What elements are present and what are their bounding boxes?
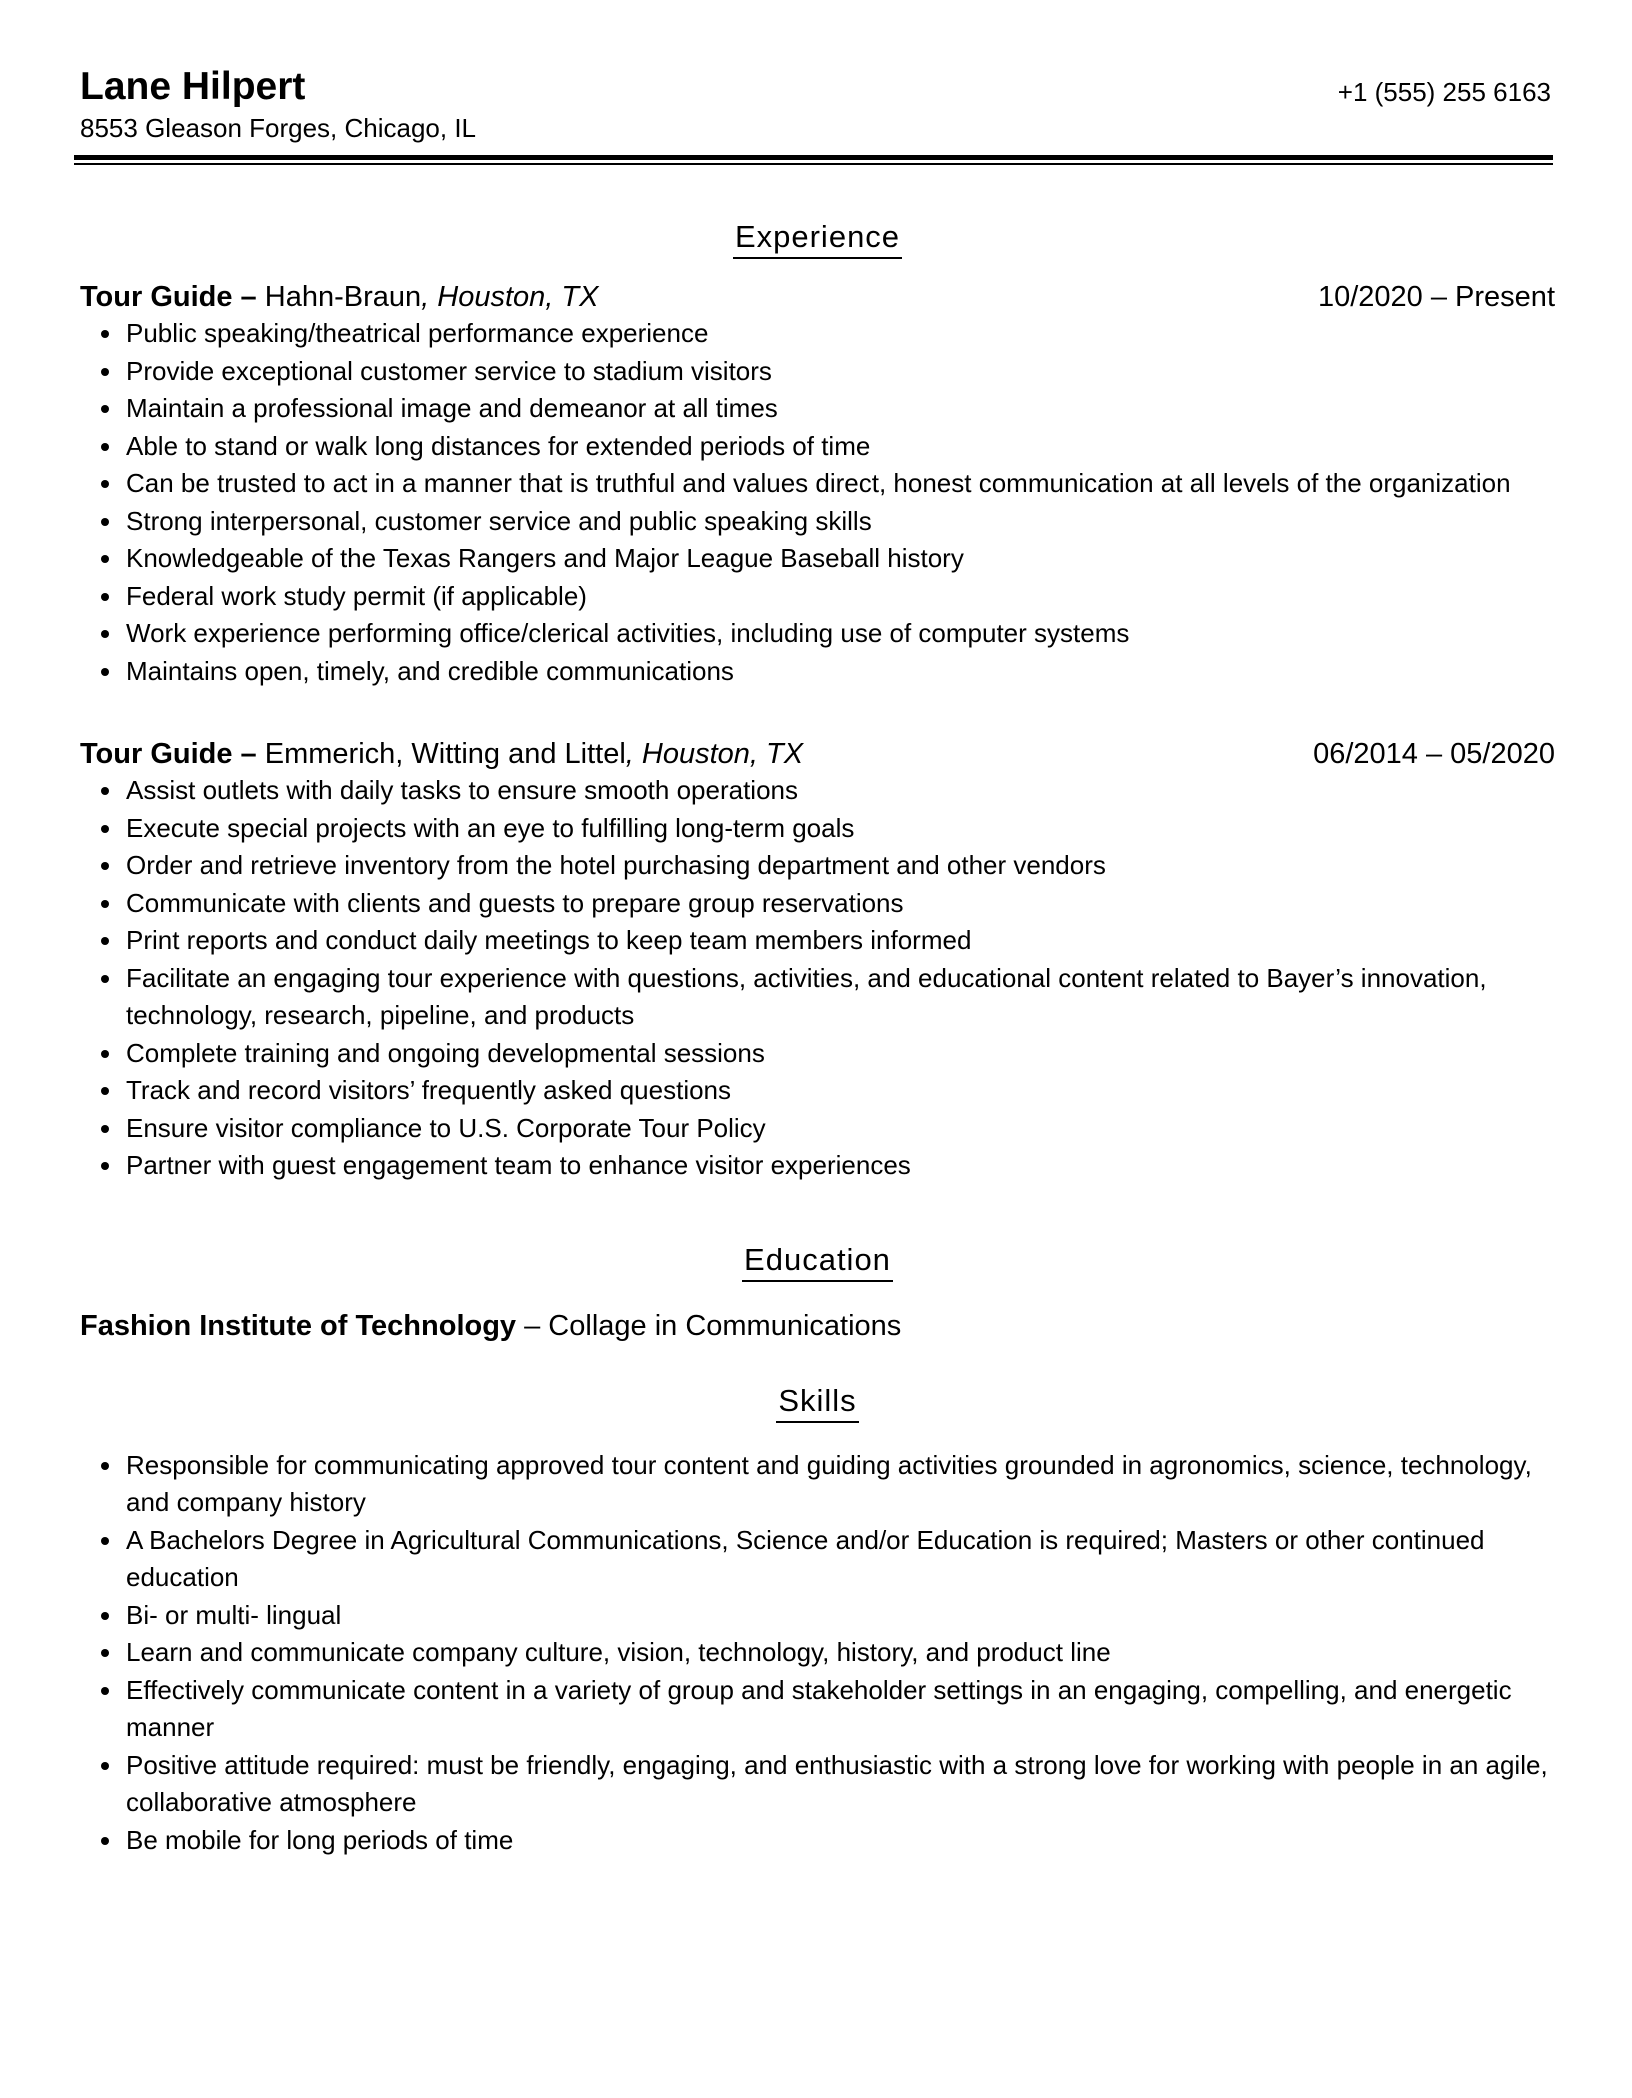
list-item: Public speaking/theatrical performance experience <box>80 315 1555 353</box>
candidate-phone: +1 (555) 255 6163 <box>1337 77 1551 107</box>
list-item: Print reports and conduct daily meetings to keep team members informed <box>80 922 1555 960</box>
job-dates: 10/2020 – Present <box>1317 281 1555 313</box>
job-entry <box>80 736 1555 1185</box>
list-item: Work experience performing office/clerical activities, including use of computer systems <box>80 615 1555 653</box>
job-header <box>80 736 1555 772</box>
list-item: Federal work study permit (if applicable) <box>80 578 1555 616</box>
list-item: Knowledgeable of the Texas Rangers and Major League Baseball history <box>80 540 1555 578</box>
list-item: Strong interpersonal, customer service and public speaking skills <box>80 503 1555 541</box>
list-item: Facilitate an engaging tour experience with questions, activities, and educational content related to Bayer’s innovation, technology, research, pipeline, and products <box>80 960 1555 1035</box>
job-dates: 06/2014 – 05/2020 <box>1313 738 1555 770</box>
resume-header <box>80 64 1555 154</box>
education-heading <box>80 1241 1555 1282</box>
list-item: Ensure visitor compliance to U.S. Corporate Tour Policy <box>80 1110 1555 1148</box>
job-duties-list <box>80 772 1555 1185</box>
experience-heading <box>80 218 1555 259</box>
skills-list <box>80 1447 1555 1860</box>
list-item: Partner with guest engagement team to enhance visitor experiences <box>80 1147 1555 1185</box>
list-item: Learn and communicate company culture, vision, technology, history, and product line <box>80 1634 1555 1672</box>
candidate-name: Lane Hilpert <box>80 65 306 108</box>
list-item: Can be trusted to act in a manner that is truthful and values direct, honest communication at all levels of the organization <box>80 465 1555 503</box>
school-name: Fashion Institute of Technology <box>80 1309 517 1342</box>
job-header <box>80 279 1555 315</box>
skills-heading-text: Skills <box>776 1382 858 1423</box>
list-item: Able to stand or walk long distances for extended periods of time <box>80 428 1555 466</box>
job-role: Tour Guide – <box>80 738 257 770</box>
job-duties-list <box>80 315 1555 690</box>
list-item: Be mobile for long periods of time <box>80 1822 1555 1860</box>
list-item: A Bachelors Degree in Agricultural Communications, Science and/or Education is required; Masters or other continued education <box>80 1522 1555 1597</box>
header-divider-thin <box>74 163 1553 165</box>
list-item: Order and retrieve inventory from the hotel purchasing department and other vendors <box>80 847 1555 885</box>
list-item: Assist outlets with daily tasks to ensure smooth operations <box>80 772 1555 810</box>
list-item: Provide exceptional customer service to stadium visitors <box>80 353 1555 391</box>
list-item: Communicate with clients and guests to prepare group reservations <box>80 885 1555 923</box>
education-entry <box>80 1308 1555 1344</box>
list-item: Track and record visitors’ frequently asked questions <box>80 1072 1555 1110</box>
candidate-address: 8553 Gleason Forges, Chicago, IL <box>80 113 477 143</box>
job-company: Emmerich, Witting and Littel <box>256 738 626 770</box>
job-entry <box>80 279 1555 690</box>
skills-heading <box>80 1382 1555 1423</box>
job-role: Tour Guide – <box>80 281 257 313</box>
job-company: Hahn-Braun <box>256 281 422 313</box>
list-item: Execute special projects with an eye to fulfilling long-term goals <box>80 810 1555 848</box>
job-location: , Houston, TX <box>625 738 804 770</box>
list-item: Responsible for communicating approved tour content and guiding activities grounded in agronomics, science, technology, and company history <box>80 1447 1555 1522</box>
degree-name: – Collage in Communications <box>516 1309 902 1342</box>
resume-body <box>80 218 1555 1859</box>
education-heading-text: Education <box>742 1241 893 1282</box>
list-item: Complete training and ongoing developmental sessions <box>80 1035 1555 1073</box>
job-location: , Houston, TX <box>421 281 599 313</box>
list-item: Maintain a professional image and demeanor at all times <box>80 390 1555 428</box>
experience-heading-text: Experience <box>733 218 902 259</box>
header-divider-thick <box>74 155 1553 160</box>
list-item: Positive attitude required: must be friendly, engaging, and enthusiastic with a strong love for working with people in an agile, collaborative atmosphere <box>80 1747 1555 1822</box>
list-item: Maintains open, timely, and credible communications <box>80 653 1555 691</box>
list-item: Effectively communicate content in a variety of group and stakeholder settings in an engaging, compelling, and energetic manner <box>80 1672 1555 1747</box>
list-item: Bi- or multi- lingual <box>80 1597 1555 1635</box>
